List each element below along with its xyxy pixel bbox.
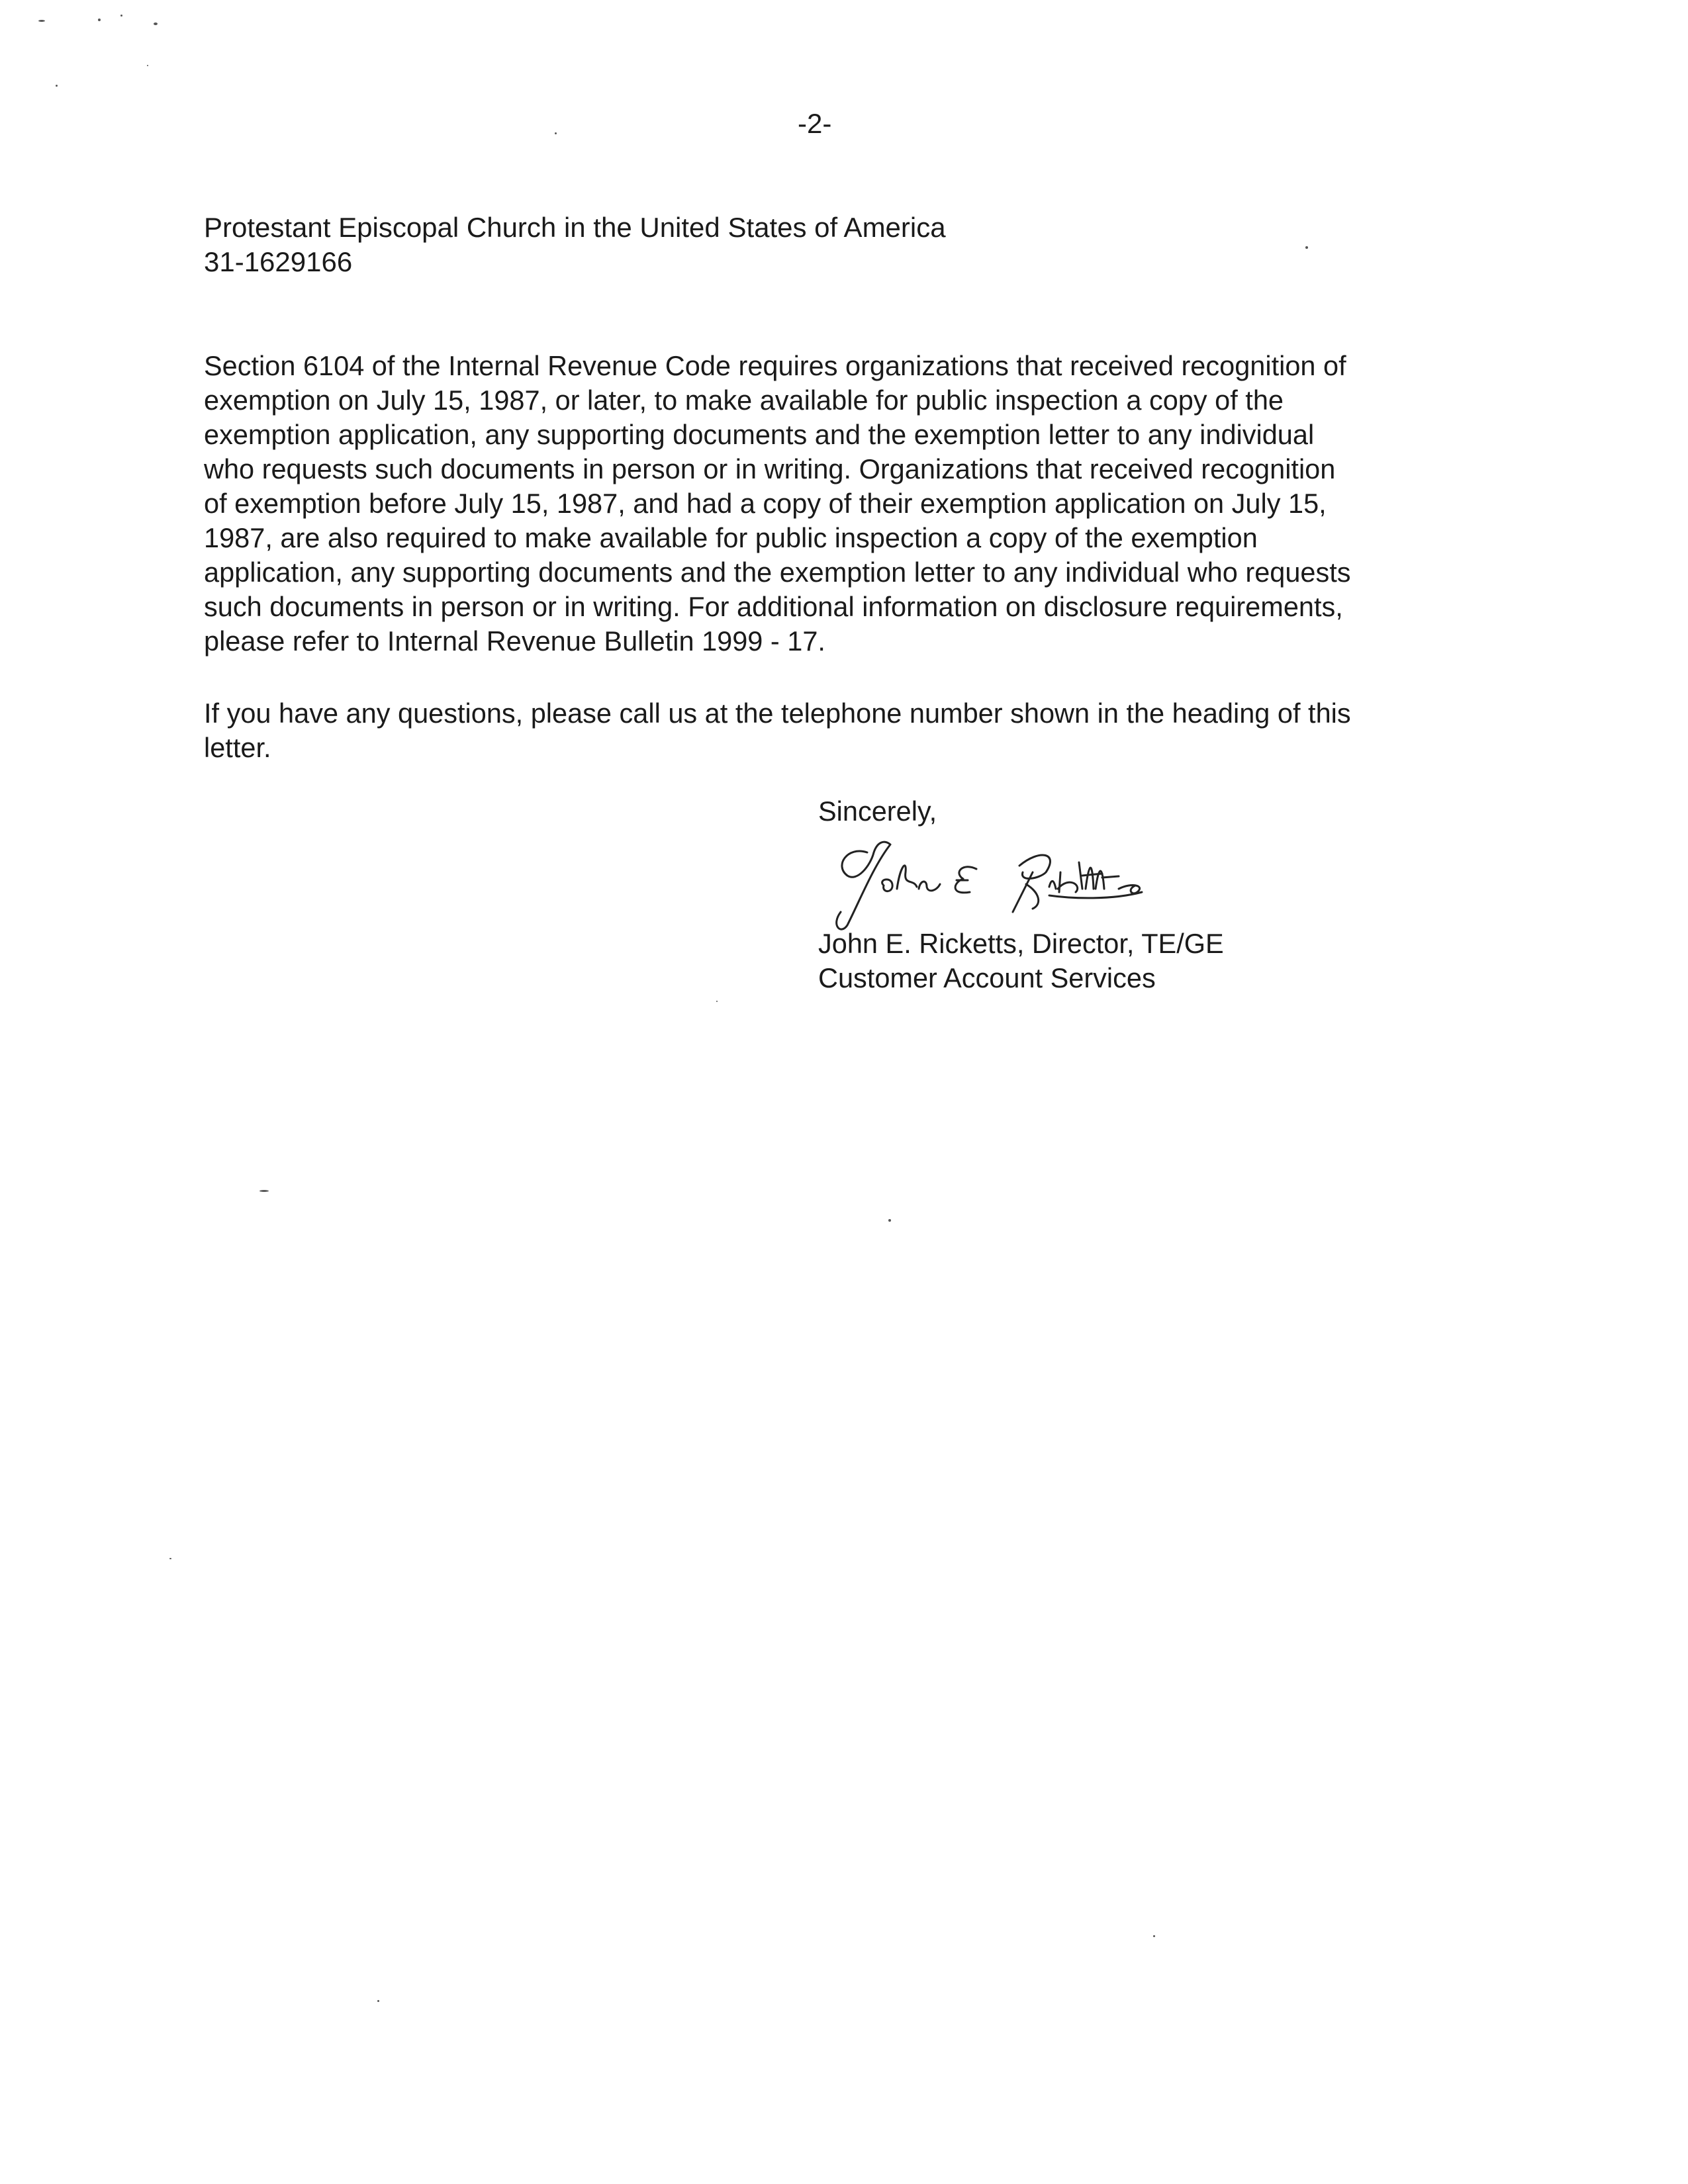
scan-speck bbox=[154, 23, 158, 25]
scan-speck bbox=[1305, 246, 1308, 249]
paragraph-line: such documents in person or in writing. For additional information on disclosure requirements, bbox=[204, 591, 1343, 622]
signature-image bbox=[821, 826, 1165, 938]
paragraph-line: application, any supporting documents and the exemption letter to any individual who requests bbox=[204, 557, 1351, 588]
scan-speck bbox=[120, 15, 122, 17]
paragraph-line: exemption application, any supporting documents and the exemption letter to any individual bbox=[204, 419, 1315, 450]
questions-line: letter. bbox=[204, 732, 271, 763]
scan-speck bbox=[377, 2000, 379, 2002]
scan-speck bbox=[555, 132, 557, 134]
paragraph-line: who requests such documents in person or in writing. Organizations that received recognition bbox=[204, 453, 1336, 484]
scan-speck bbox=[259, 1190, 269, 1192]
scan-speck bbox=[716, 1001, 718, 1002]
scan-speck bbox=[147, 65, 148, 66]
paragraph-line: exemption on July 15, 1987, or later, to make available for public inspection a copy of the bbox=[204, 385, 1284, 416]
paragraph-line: Section 6104 of the Internal Revenue Code requires organizations that received recognition of bbox=[204, 350, 1346, 381]
paragraph-line: of exemption before July 15, 1987, and had a copy of their exemption application on July 15, bbox=[204, 488, 1327, 519]
paragraph-line: please refer to Internal Revenue Bulletin 1999 - 17. bbox=[204, 625, 825, 657]
paragraph-line: 1987, are also required to make available for public inspection a copy of the exemption bbox=[204, 522, 1258, 553]
scan-speck bbox=[98, 19, 101, 21]
recipient-ein: 31-1629166 bbox=[204, 246, 353, 277]
signer-department: Customer Account Services bbox=[818, 962, 1156, 993]
signer-block bbox=[818, 927, 1224, 995]
disclosure-paragraph bbox=[204, 349, 1435, 659]
scan-speck bbox=[888, 1219, 891, 1222]
recipient-block bbox=[204, 210, 1462, 279]
signer-name-title: John E. Ricketts, Director, TE/GE bbox=[818, 928, 1224, 959]
closing-salutation: Sincerely, bbox=[818, 796, 937, 827]
scan-speck bbox=[38, 20, 45, 22]
recipient-name: Protestant Episcopal Church in the United States of America bbox=[204, 212, 946, 243]
page-number: -2- bbox=[798, 108, 832, 139]
questions-line: If you have any questions, please call us at the telephone number shown in the heading of this bbox=[204, 698, 1351, 729]
scan-speck bbox=[169, 1558, 171, 1559]
scan-speck bbox=[56, 85, 58, 87]
questions-paragraph bbox=[204, 696, 1462, 765]
scan-speck bbox=[1153, 1935, 1155, 1937]
